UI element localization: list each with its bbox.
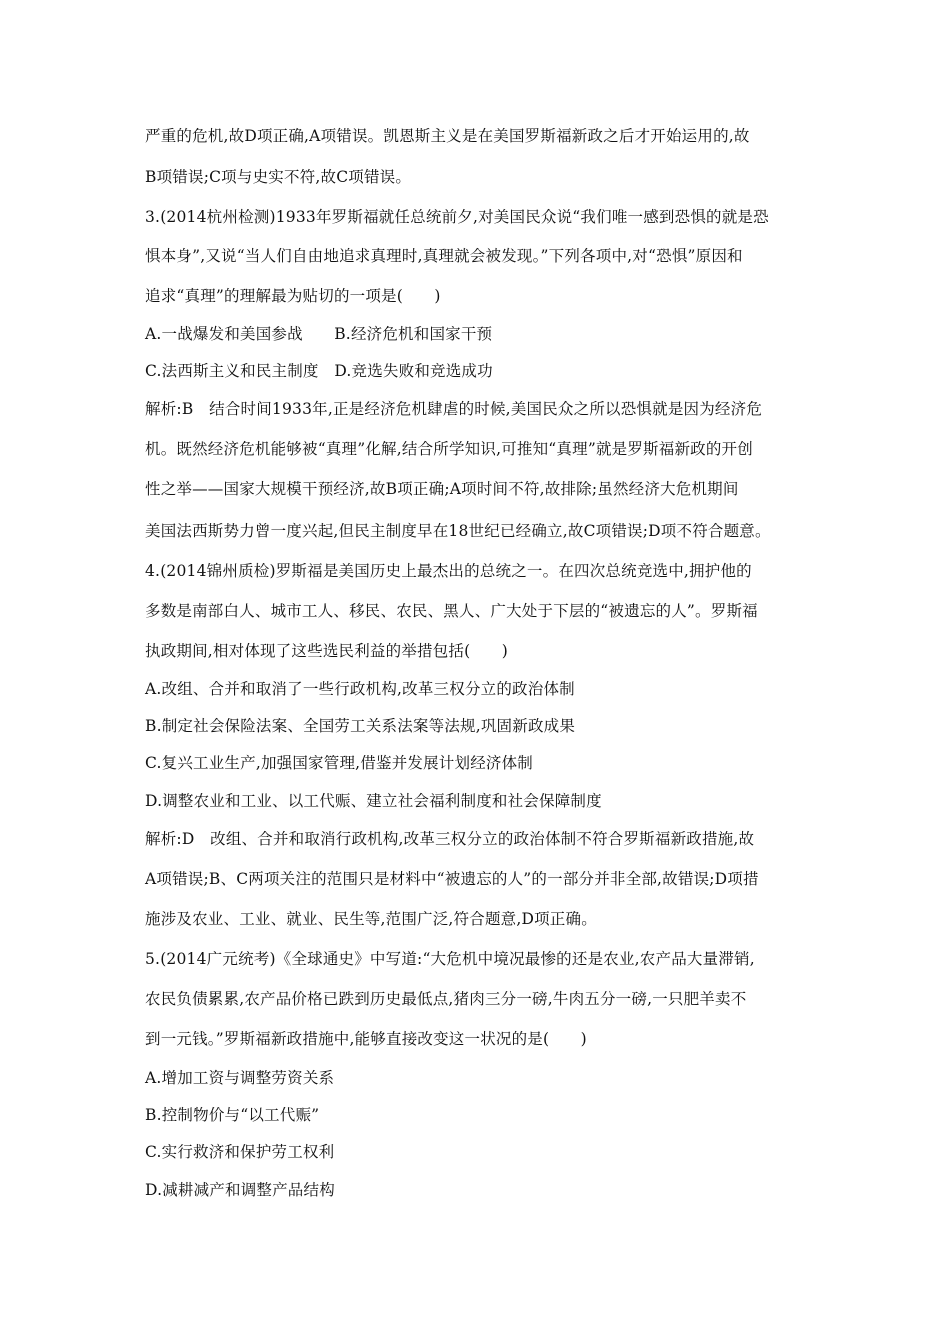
text-line: 农民负债累累,农产品价格已跌到历史最低点,猪肉三分一磅,牛肉五分一磅,一只肥羊卖不: [145, 990, 747, 1008]
text-line: 执政期间,相对体现了这些选民利益的举措包括( ): [145, 642, 509, 660]
answer-4-analysis: 解析:D 改组、合并和取消行政机构,改革三权分立的政治体制不符合罗斯福新政措施,故: [145, 830, 755, 848]
question-4-option-d: D.调整农业和工业、以工代赈、建立社会福利制度和社会保障制度: [145, 792, 602, 810]
question-5-option-a: A.增加工资与调整劳资关系: [145, 1069, 335, 1087]
question-5-option-c: C.实行救济和保护劳工权利: [145, 1143, 335, 1161]
answer-3-analysis: 解析:B 结合时间1933年,正是经济危机肆虐的时候,美国民众之所以恐惧就是因为经济危: [145, 400, 763, 418]
text-line: 施涉及农业、工业、就业、民生等,范围广泛,符合题意,D项正确。: [145, 910, 597, 928]
question-3-stem: 3.(2014杭州检测)1933年罗斯福就任总统前夕,对美国民众说“我们唯一感到恐惧的就是恐: [145, 208, 769, 226]
question-4-option-b: B.制定社会保险法案、全国劳工关系法案等法规,巩固新政成果: [145, 717, 576, 735]
question-4-option-c: C.复兴工业生产,加强国家管理,借鉴并发展计划经济体制: [145, 754, 533, 772]
text-line: 追求“真理”的理解最为贴切的一项是( ): [145, 287, 441, 305]
question-3-options-ab: A.一战爆发和美国参战 B.经济危机和国家干预: [145, 325, 493, 343]
question-3-options-cd: C.法西斯主义和民主制度 D.竞选失败和竞选成功: [145, 362, 493, 380]
question-5-stem: 5.(2014广元统考)《全球通史》中写道:“大危机中境况最惨的还是农业,农产品大量滞销,: [145, 950, 755, 968]
text-line: 机。既然经济危机能够被“真理”化解,结合所学知识,可推知“真理”就是罗斯福新政的开创: [145, 440, 753, 458]
question-5-option-d: D.减耕减产和调整产品结构: [145, 1181, 335, 1199]
text-line: 到一元钱。”罗斯福新政措施中,能够直接改变这一状况的是( ): [145, 1030, 587, 1048]
text-line: 性之举——国家大规模干预经济,故B项正确;A项时间不符,故排除;虽然经济大危机期间: [145, 480, 739, 498]
text-line: 惧本身”,又说“当人们自由地追求真理时,真理就会被发现。”下列各项中,对“恐惧”原因和: [145, 247, 743, 265]
text-line: B项错误;C项与史实不符,故C项错误。: [145, 168, 412, 186]
question-4-stem: 4.(2014锦州质检)罗斯福是美国历史上最杰出的总统之一。在四次总统竞选中,拥护他的: [145, 562, 752, 580]
question-4-option-a: A.改组、合并和取消了一些行政机构,改革三权分立的政治体制: [145, 680, 575, 698]
question-5-option-b: B.控制物价与“以工代赈”: [145, 1106, 320, 1124]
text-line: A项错误;B、C两项关注的范围只是材料中“被遗忘的人”的一部分并非全部,故错误;D项措: [145, 870, 759, 888]
text-line: 美国法西斯势力曾一度兴起,但民主制度早在18世纪已经确立,故C项错误;D项不符合题意。: [145, 522, 771, 540]
text-line: 严重的危机,故D项正确,A项错误。凯恩斯主义是在美国罗斯福新政之后才开始运用的,故: [145, 127, 750, 145]
text-line: 多数是南部白人、城市工人、移民、农民、黑人、广大处于下层的“被遗忘的人”。罗斯福: [145, 602, 758, 620]
